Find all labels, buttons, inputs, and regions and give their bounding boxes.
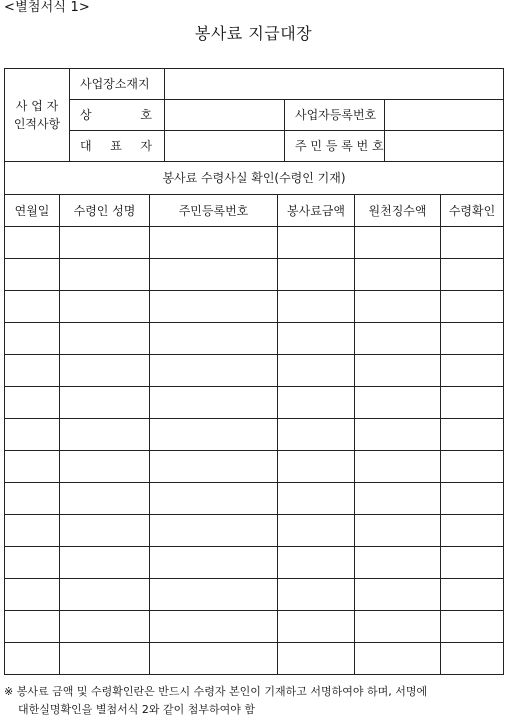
resident-number-cell[interactable] [150,355,278,387]
business-info-header-line1: 사 업 자 [15,99,59,113]
representative-label-char: 표 [110,139,122,153]
recipient-name-cell[interactable] [60,259,150,291]
withholding-cell[interactable] [355,451,441,483]
recipient-name-cell[interactable] [60,323,150,355]
date-cell[interactable] [5,419,60,451]
withholding-cell[interactable] [355,323,441,355]
receipt-confirm-cell[interactable] [441,483,504,515]
date-cell[interactable] [5,579,60,611]
recipient-name-cell[interactable] [60,483,150,515]
service-charge-cell[interactable] [278,579,355,611]
resident-number-cell[interactable] [150,483,278,515]
resident-number-cell[interactable] [150,387,278,419]
resident-number-cell[interactable] [150,259,278,291]
document-title: 봉사료 지급대장 [194,24,313,43]
table-row [5,419,504,451]
address-field[interactable] [165,69,504,100]
recipient-name-cell[interactable] [60,611,150,643]
business-info-table [4,68,504,195]
address-label: 사업장소재지 [70,69,165,100]
service-charge-cell[interactable] [278,419,355,451]
recipient-name-cell[interactable] [60,387,150,419]
date-cell[interactable] [5,387,60,419]
service-charge-cell[interactable] [278,291,355,323]
date-cell[interactable] [5,515,60,547]
service-charge-cell[interactable] [278,323,355,355]
column-header-recipient-name: 수령인 성명 [60,195,150,227]
footnote-line-1: ※ 봉사료 금액 및 수령확인란은 반드시 수령자 본인이 기재하고 서명하여야 하며, 서명에 [4,685,428,698]
receipt-confirm-cell[interactable] [441,547,504,579]
recipient-name-cell[interactable] [60,419,150,451]
receipt-confirm-cell[interactable] [441,323,504,355]
recipient-name-cell[interactable] [60,227,150,259]
business-registration-label: 사업자등록번호 [285,100,385,131]
recipient-name-cell[interactable] [60,355,150,387]
ledger-header-row [5,195,504,227]
withholding-cell[interactable] [355,387,441,419]
withholding-cell[interactable] [355,227,441,259]
footnote-line-2: 대한실명확인을 별첨서식 2와 같이 첨부하여야 함 [18,703,255,716]
business-info-header-line2: 인적사항 [13,117,61,131]
date-cell[interactable] [5,291,60,323]
resident-number-field[interactable] [385,131,504,162]
resident-number-cell[interactable] [150,323,278,355]
resident-number-cell[interactable] [150,227,278,259]
representative-field[interactable] [165,131,285,162]
date-cell[interactable] [5,483,60,515]
table-row [5,259,504,291]
business-name-label [70,100,165,131]
table-row [5,483,504,515]
representative-label [70,131,165,162]
date-cell[interactable] [5,227,60,259]
column-header-resident-number: 주민등록번호 [150,195,278,227]
withholding-cell[interactable] [355,259,441,291]
table-row [5,547,504,579]
service-charge-cell[interactable] [278,643,355,675]
resident-number-cell[interactable] [150,291,278,323]
receipt-confirm-cell[interactable] [441,611,504,643]
form-number-label: <별첨서식 1> [4,0,91,15]
date-cell[interactable] [5,643,60,675]
withholding-cell[interactable] [355,483,441,515]
date-cell[interactable] [5,323,60,355]
service-charge-cell[interactable] [278,611,355,643]
service-charge-cell[interactable] [278,483,355,515]
table-row [5,579,504,611]
table-row [5,643,504,675]
service-charge-cell[interactable] [278,547,355,579]
representative-label-char: 대 [80,139,92,153]
withholding-cell[interactable] [355,419,441,451]
resident-number-cell[interactable] [150,515,278,547]
withholding-cell[interactable] [355,643,441,675]
business-name-label-char: 호 [140,108,152,122]
business-info-header [5,69,70,162]
service-charge-cell[interactable] [278,259,355,291]
column-header-service-charge: 봉사료금액 [278,195,355,227]
withholding-cell[interactable] [355,291,441,323]
service-charge-cell[interactable] [278,387,355,419]
resident-number-cell[interactable] [150,611,278,643]
withholding-cell[interactable] [355,611,441,643]
withholding-cell[interactable] [355,579,441,611]
table-row [5,515,504,547]
footnote [4,683,507,719]
representative-label-char: 자 [140,139,152,153]
table-row [5,451,504,483]
recipient-name-cell[interactable] [60,579,150,611]
withholding-cell[interactable] [355,515,441,547]
service-charge-cell[interactable] [278,515,355,547]
resident-number-cell[interactable] [150,419,278,451]
service-charge-cell[interactable] [278,451,355,483]
receipt-confirm-cell[interactable] [441,579,504,611]
table-row [5,291,504,323]
resident-number-label: 주 민 등 록 번 호 [285,131,385,162]
receipt-confirm-cell[interactable] [441,355,504,387]
resident-number-cell[interactable] [150,451,278,483]
business-name-field[interactable] [165,100,285,131]
ledger-body [5,227,504,675]
resident-number-cell[interactable] [150,547,278,579]
table-row [5,355,504,387]
withholding-cell[interactable] [355,355,441,387]
recipient-name-cell[interactable] [60,643,150,675]
recipient-name-cell[interactable] [60,291,150,323]
receipt-confirm-cell[interactable] [441,515,504,547]
resident-number-cell[interactable] [150,579,278,611]
receipt-confirm-cell[interactable] [441,387,504,419]
receipt-confirm-cell[interactable] [441,419,504,451]
receipt-confirm-cell[interactable] [441,227,504,259]
receipt-confirm-cell[interactable] [441,451,504,483]
date-cell[interactable] [5,259,60,291]
receipt-confirmation-caption: 봉사료 수령사실 확인(수령인 기재) [5,162,504,195]
date-cell[interactable] [5,547,60,579]
receipt-confirm-cell[interactable] [441,259,504,291]
date-cell[interactable] [5,451,60,483]
recipient-name-cell[interactable] [60,515,150,547]
service-charge-cell[interactable] [278,227,355,259]
recipient-name-cell[interactable] [60,451,150,483]
table-row [5,387,504,419]
recipient-name-cell[interactable] [60,547,150,579]
payment-ledger-table [4,194,504,675]
business-name-label-char: 상 [80,108,92,122]
date-cell[interactable] [5,355,60,387]
receipt-confirm-cell[interactable] [441,643,504,675]
table-row [5,323,504,355]
receipt-confirm-cell[interactable] [441,291,504,323]
column-header-withholding: 원천징수액 [355,195,441,227]
business-registration-field[interactable] [385,100,504,131]
column-header-receipt-confirm: 수령확인 [441,195,504,227]
column-header-date: 연월일 [5,195,60,227]
resident-number-cell[interactable] [150,643,278,675]
table-row [5,227,504,259]
date-cell[interactable] [5,611,60,643]
withholding-cell[interactable] [355,547,441,579]
table-row [5,611,504,643]
service-charge-cell[interactable] [278,355,355,387]
